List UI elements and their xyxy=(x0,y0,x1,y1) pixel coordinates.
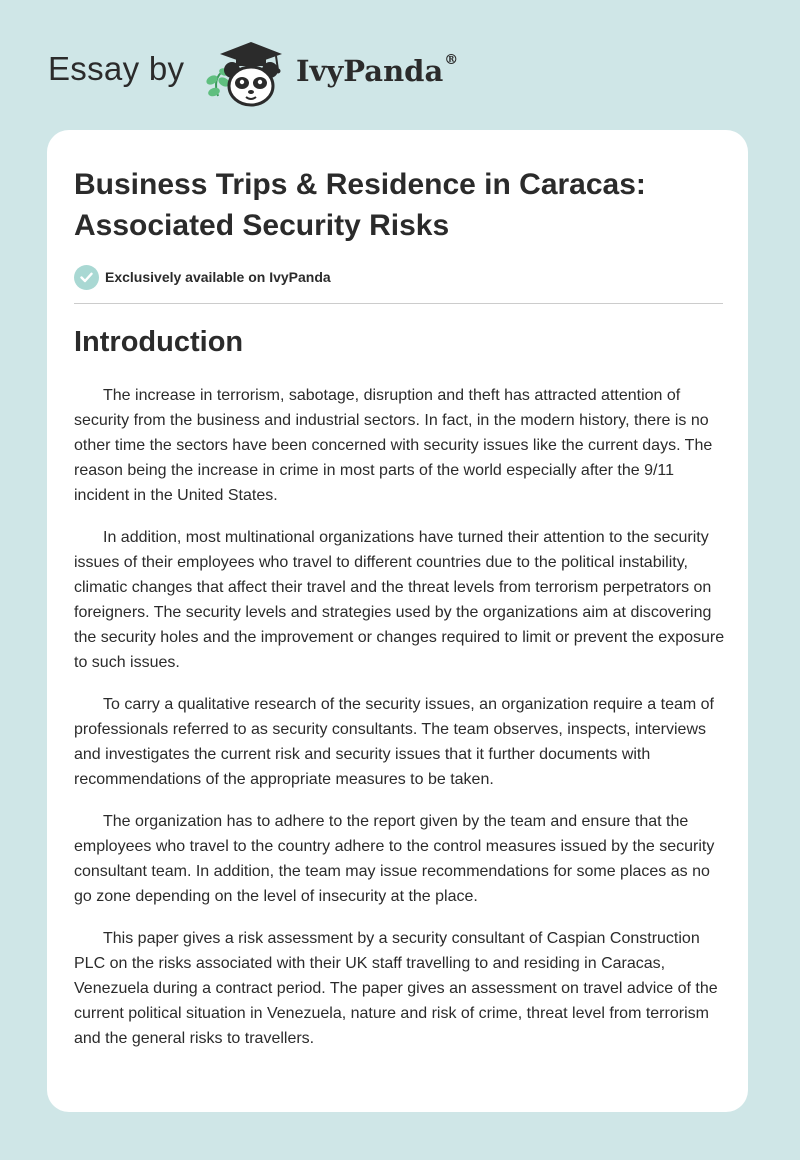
site-header xyxy=(48,36,508,108)
section-heading: Introduction xyxy=(74,326,244,358)
essay-card xyxy=(47,130,748,1112)
paragraph: To carry a qualitative research of the security issues, an organization require a team of professionals referred to as security consultants. The team observes, inspects, interviews and investigates the current risk and security issues that it further documents with recommendations of the appropriate measures to be taken. xyxy=(74,696,714,788)
paragraph: The organization has to adhere to the report given by the team and ensure that the employees who travel to the country adhere to the control measures issued by the security consultant team. In addition, the team may issue recommendations for some places as no go zone depending on the level of insecurity at the place. xyxy=(74,813,715,905)
exclusive-badge xyxy=(74,264,331,290)
panda-graduate-icon xyxy=(200,36,292,108)
paragraph: The increase in terrorism, sabotage, disruption and theft has attracted attention of security from the business and industrial sectors. In fact, in the modern history, there is no other time the sectors have been concerned with security issues like the current days. The reason being the increase in crime in most parts of the world especially after the 9/11 incident in the United States. xyxy=(74,387,713,504)
brand-name: IvyPanda® xyxy=(296,52,459,88)
essay-body xyxy=(74,383,726,1068)
badge-label: Exclusively available on IvyPanda xyxy=(105,269,331,285)
paragraph: In addition, most multinational organizations have turned their attention to the security issues of their employees who travel to different countries due to the political instability, climatic changes that affect their travel and the threat levels from terrorism perpetrators on foreigners. The security levels and strategies used by the organizations aim at discovering the security holes and the improvement or changes required to limit or prevent the exposure to such issues. xyxy=(74,529,725,671)
paragraph: This paper gives a risk assessment by a security consultant of Caspian Construction PLC on the risks associated with their UK staff travelling to and residing in Caracas, Venezuela during a contract period. The paper gives an assessment on travel advice of the current political situation in Venezuela, nature and risk of crime, threat level from terrorism and the general risks to travellers. xyxy=(74,930,718,1047)
check-icon xyxy=(74,265,99,290)
brand-prefix: Essay by xyxy=(48,50,185,87)
essay-title: Business Trips & Residence in Caracas: Associated Security Risks xyxy=(74,168,646,242)
divider xyxy=(74,303,723,304)
registered-mark: ® xyxy=(444,52,459,68)
